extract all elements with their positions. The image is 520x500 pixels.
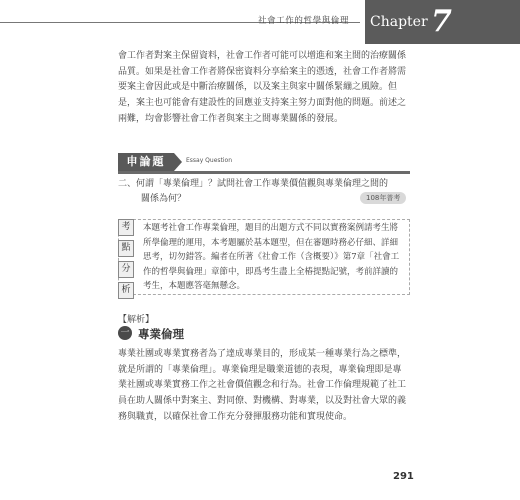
essay-question-tag: 申論題 bbox=[118, 153, 174, 171]
section-title: 專業倫理 bbox=[138, 327, 184, 341]
tip-char: 析 bbox=[118, 282, 134, 299]
question-text-line2: 關係為何？ bbox=[141, 194, 187, 204]
section-number-icon: 一 bbox=[118, 326, 132, 340]
body-paragraph-2: 專業社團或專業實務者為了達成專業目的，形成某一種專業行為之標準，就是所謂的「專業倫理」。專業倫理是職業道德的表現，專業倫理即是專業社團或專業實務工作之社會價值觀念和行為。社會工作倫理規範了社工員在助人關係中對案主、對同僚、對機構、對專業，以及對社會大眾的義務與職責，以確保社會工作充分發揮服務功能和實現使命。 bbox=[118, 349, 407, 422]
question-source-badge: 108年普考 bbox=[360, 192, 406, 204]
analysis-label: 【解析】 bbox=[118, 315, 155, 325]
tip-char: 考 bbox=[118, 219, 134, 236]
essay-question-english: Essay Question bbox=[186, 157, 233, 164]
tip-char: 點 bbox=[118, 240, 134, 257]
page-number: 291 bbox=[393, 471, 414, 482]
running-title: 社會工作的哲學與倫理 bbox=[258, 16, 350, 26]
question-text: 二、何謂「專業倫理」？試問社會工作專業價值觀與專業倫理之間的 bbox=[118, 179, 389, 189]
essay-question-rule bbox=[118, 171, 410, 174]
body-paragraph-1: 會工作者對案主保留資料，社會工作者可能可以增進和案主間的治療關係品質。如果是社會工作者將保密資料分享給案主的憑透，社會工作者將需要案主會因此或是中斷治療關係，以及案主與家中關係緊繃之風險。但是，案主也可能會有建設性的回應並支持案主努力面對他的問題。前述之兩難，均會影響社會工作者與案主之間專業關係的發展。 bbox=[118, 51, 407, 124]
chapter-label: Chapter bbox=[370, 14, 428, 30]
chapter-number: 7 bbox=[431, 4, 452, 39]
exam-analysis-label bbox=[118, 219, 134, 303]
tip-char: 分 bbox=[118, 261, 134, 278]
exam-analysis-text: 本題考社會工作專業倫理，題目的出題方式不同以實務案例請考生將所學倫理的運用，本考題屬於基本題型，但在審題時務必仔細、詳細思考，切勿錯答。編者在所著《社會工作（含概要）》第7章「社會工作的哲學與倫理」章節中，即爲考生盡上全椿提點記號，考前詳讀的考生，本題應答毫無懸念。 bbox=[143, 223, 400, 292]
